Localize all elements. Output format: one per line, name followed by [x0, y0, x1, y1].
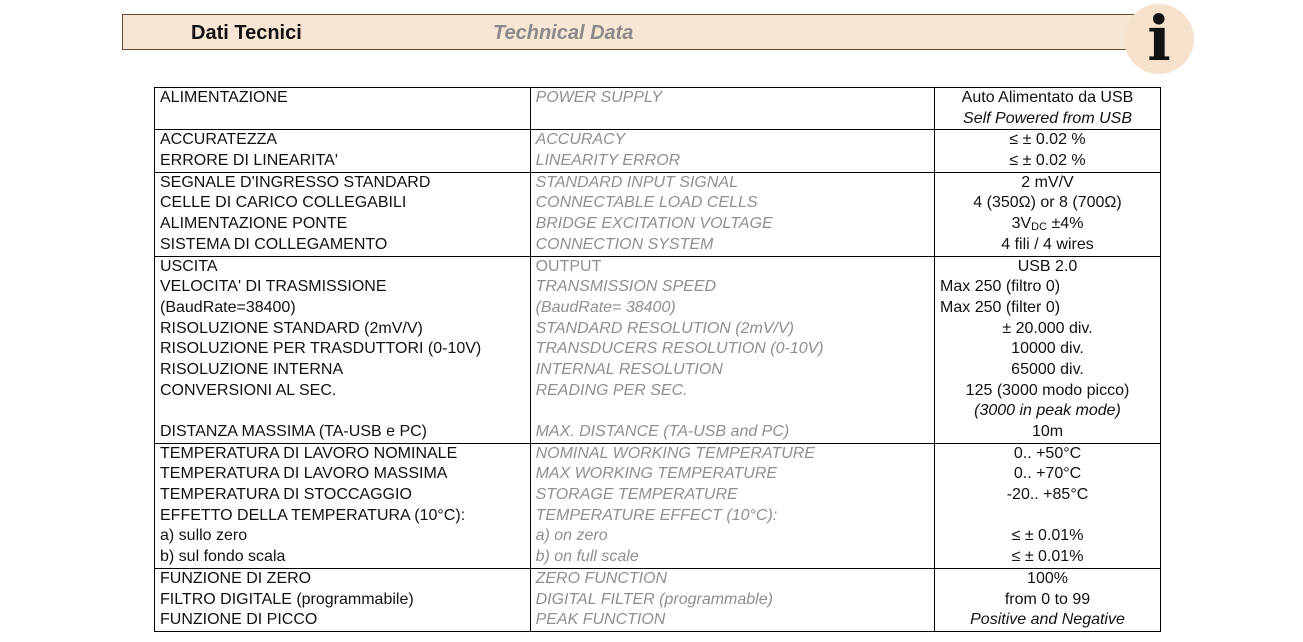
- info-icon: [1124, 4, 1194, 74]
- table-row-functions: [155, 568, 1161, 631]
- label-english: STANDARD INPUT SIGNAL: [535, 173, 738, 191]
- technical-data-table: [154, 87, 1161, 632]
- cell-english: [530, 88, 934, 130]
- label-italian: FUNZIONE DI PICCO: [160, 611, 318, 629]
- label-english: MAX WORKING TEMPERATURE: [535, 465, 778, 483]
- cell-english: [530, 443, 934, 568]
- value: -20.. +85°C: [1006, 486, 1089, 504]
- label-english: POWER SUPPLY: [535, 89, 663, 106]
- label-english: CONNECTABLE LOAD CELLS: [535, 194, 758, 212]
- label-english: b) on full scale: [535, 548, 639, 566]
- value: from 0 to 99: [1004, 590, 1091, 608]
- value: 125 (3000 modo picco): [965, 381, 1130, 399]
- label-italian: RISOLUZIONE INTERNA: [160, 360, 344, 378]
- cell-italian: [155, 172, 531, 256]
- label-italian: a) sullo zero: [160, 527, 248, 545]
- label-english: NOMINAL WORKING TEMPERATURE: [535, 444, 815, 462]
- table-row-power-supply: [155, 88, 1161, 130]
- label-english: TEMPERATURE EFFECT (10°C):: [535, 506, 778, 524]
- cell-value: [935, 88, 1161, 130]
- label-italian: (BaudRate=38400): [160, 298, 296, 316]
- label-italian: FUNZIONE DI ZERO: [160, 569, 312, 587]
- cell-italian: [155, 568, 531, 631]
- label-italian: CELLE DI CARICO COLLEGABILI: [160, 194, 407, 212]
- label-italian: VELOCITA' DI TRASMISSIONE: [160, 278, 387, 296]
- label-italian: CONVERSIONI AL SEC.: [160, 381, 337, 399]
- cell-value: [935, 130, 1161, 172]
- cell-value: [935, 443, 1161, 568]
- label-italian: SISTEMA DI COLLEGAMENTO: [160, 235, 388, 253]
- label-italian: FILTRO DIGITALE (programmabile): [160, 590, 414, 608]
- value: 65000 div.: [1011, 360, 1084, 378]
- label-italian: SEGNALE D'INGRESSO STANDARD: [160, 173, 431, 191]
- cell-english: [530, 130, 934, 172]
- value: ≤ ± 0.02 %: [1009, 152, 1086, 170]
- label-english: PEAK FUNCTION: [535, 611, 666, 629]
- value: ≤ ± 0.01%: [1011, 548, 1084, 566]
- label-italian: ALIMENTAZIONE PONTE: [160, 215, 348, 233]
- value-main: 3V: [1011, 215, 1032, 233]
- label-italian: TEMPERATURA DI LAVORO NOMINALE: [160, 444, 458, 462]
- label-english: TRANSMISSION SPEED: [535, 278, 717, 296]
- label-english: BRIDGE EXCITATION VOLTAGE: [535, 215, 773, 233]
- value: 0.. +50°C: [1013, 444, 1082, 462]
- value: Max 250 (filter 0): [940, 298, 1061, 316]
- cell-value: [935, 172, 1161, 256]
- label-english: ZERO FUNCTION: [535, 569, 668, 587]
- table-row-output: [155, 256, 1161, 443]
- value: 100%: [1027, 569, 1068, 587]
- section-title-english: Technical Data: [493, 22, 634, 44]
- label-italian: DISTANZA MASSIMA (TA-USB e PC): [160, 423, 427, 440]
- table-row-temperature: [155, 443, 1161, 568]
- spacer: [160, 109, 525, 130]
- value: Max 250 (filtro 0): [940, 278, 1061, 296]
- value: ≤ ± 0.01%: [1011, 527, 1084, 545]
- cell-english: [530, 568, 934, 631]
- table-row-input: [155, 172, 1161, 256]
- cell-value: [935, 568, 1161, 631]
- section-header-bar: [122, 14, 1140, 50]
- label-italian: ACCURATEZZA: [160, 131, 278, 149]
- cell-italian: [155, 88, 531, 130]
- label-english: DIGITAL FILTER (programmable): [535, 590, 773, 608]
- table-row-accuracy: [155, 130, 1161, 172]
- label-english: (BaudRate= 38400): [535, 298, 676, 316]
- label-italian: RISOLUZIONE PER TRASDUTTORI (0-10V): [160, 340, 482, 358]
- value: 0.. +70°C: [1013, 465, 1082, 483]
- label-italian: TEMPERATURA DI STOCCAGGIO: [160, 486, 412, 504]
- label-italian: ERRORE DI LINEARITA': [160, 152, 338, 170]
- label-english: ACCURACY: [535, 131, 626, 149]
- cell-italian: [155, 443, 531, 568]
- label-italian: TEMPERATURA DI LAVORO MASSIMA: [160, 465, 448, 483]
- value-tolerance: ±4%: [1047, 215, 1084, 233]
- cell-italian: [155, 130, 531, 172]
- value: 10000 div.: [1011, 340, 1084, 358]
- value: 4 fili / 4 wires: [1001, 235, 1094, 253]
- value: (3000 in peak mode): [974, 402, 1121, 420]
- label-italian: RISOLUZIONE STANDARD (2mV/V): [160, 319, 423, 337]
- spacer: [160, 401, 525, 422]
- value: ± 20.000 div.: [1002, 319, 1093, 337]
- value: ≤ ± 0.02 %: [1009, 131, 1086, 149]
- section-title-italian: Dati Tecnici: [191, 22, 302, 44]
- spacer: [940, 506, 1155, 527]
- label-italian: USCITA: [160, 257, 218, 275]
- label-english: OUTPUT: [535, 257, 602, 275]
- label-english: a) on zero: [535, 527, 608, 545]
- cell-value: [935, 256, 1161, 443]
- label-english: STORAGE TEMPERATURE: [535, 486, 738, 504]
- label-english: INTERNAL RESOLUTION: [535, 360, 723, 378]
- value: USB 2.0: [1017, 257, 1078, 275]
- value-subscript: DC: [1031, 221, 1048, 234]
- label-english: READING PER SEC.: [535, 381, 688, 399]
- value: 2 mV/V: [1021, 173, 1074, 191]
- label-english: STANDARD RESOLUTION (2mV/V): [535, 319, 794, 337]
- label-english: LINEARITY ERROR: [535, 152, 681, 170]
- label-italian: b) sul fondo scala: [160, 548, 286, 566]
- value: 10m: [1031, 423, 1064, 440]
- cell-english: [530, 172, 934, 256]
- value: Positive and Negative: [970, 611, 1125, 629]
- label-english: MAX. DISTANCE (TA-USB and PC): [535, 423, 790, 440]
- info-icon-glyph: i: [1147, 2, 1171, 75]
- label-english: TRANSDUCERS RESOLUTION (0-10V): [535, 340, 824, 358]
- label-english: CONNECTION SYSTEM: [535, 235, 714, 253]
- cell-english: [530, 256, 934, 443]
- value: 4 (350Ω) or 8 (700Ω): [973, 194, 1122, 212]
- spacer: [536, 401, 929, 422]
- value-excitation-voltage: [940, 214, 1155, 235]
- value: Self Powered from USB: [963, 109, 1132, 127]
- label-italian: ALIMENTAZIONE: [160, 89, 288, 106]
- cell-italian: [155, 256, 531, 443]
- value: Auto Alimentato da USB: [961, 89, 1134, 106]
- label-italian: EFFETTO DELLA TEMPERATURA (10°C):: [160, 506, 466, 524]
